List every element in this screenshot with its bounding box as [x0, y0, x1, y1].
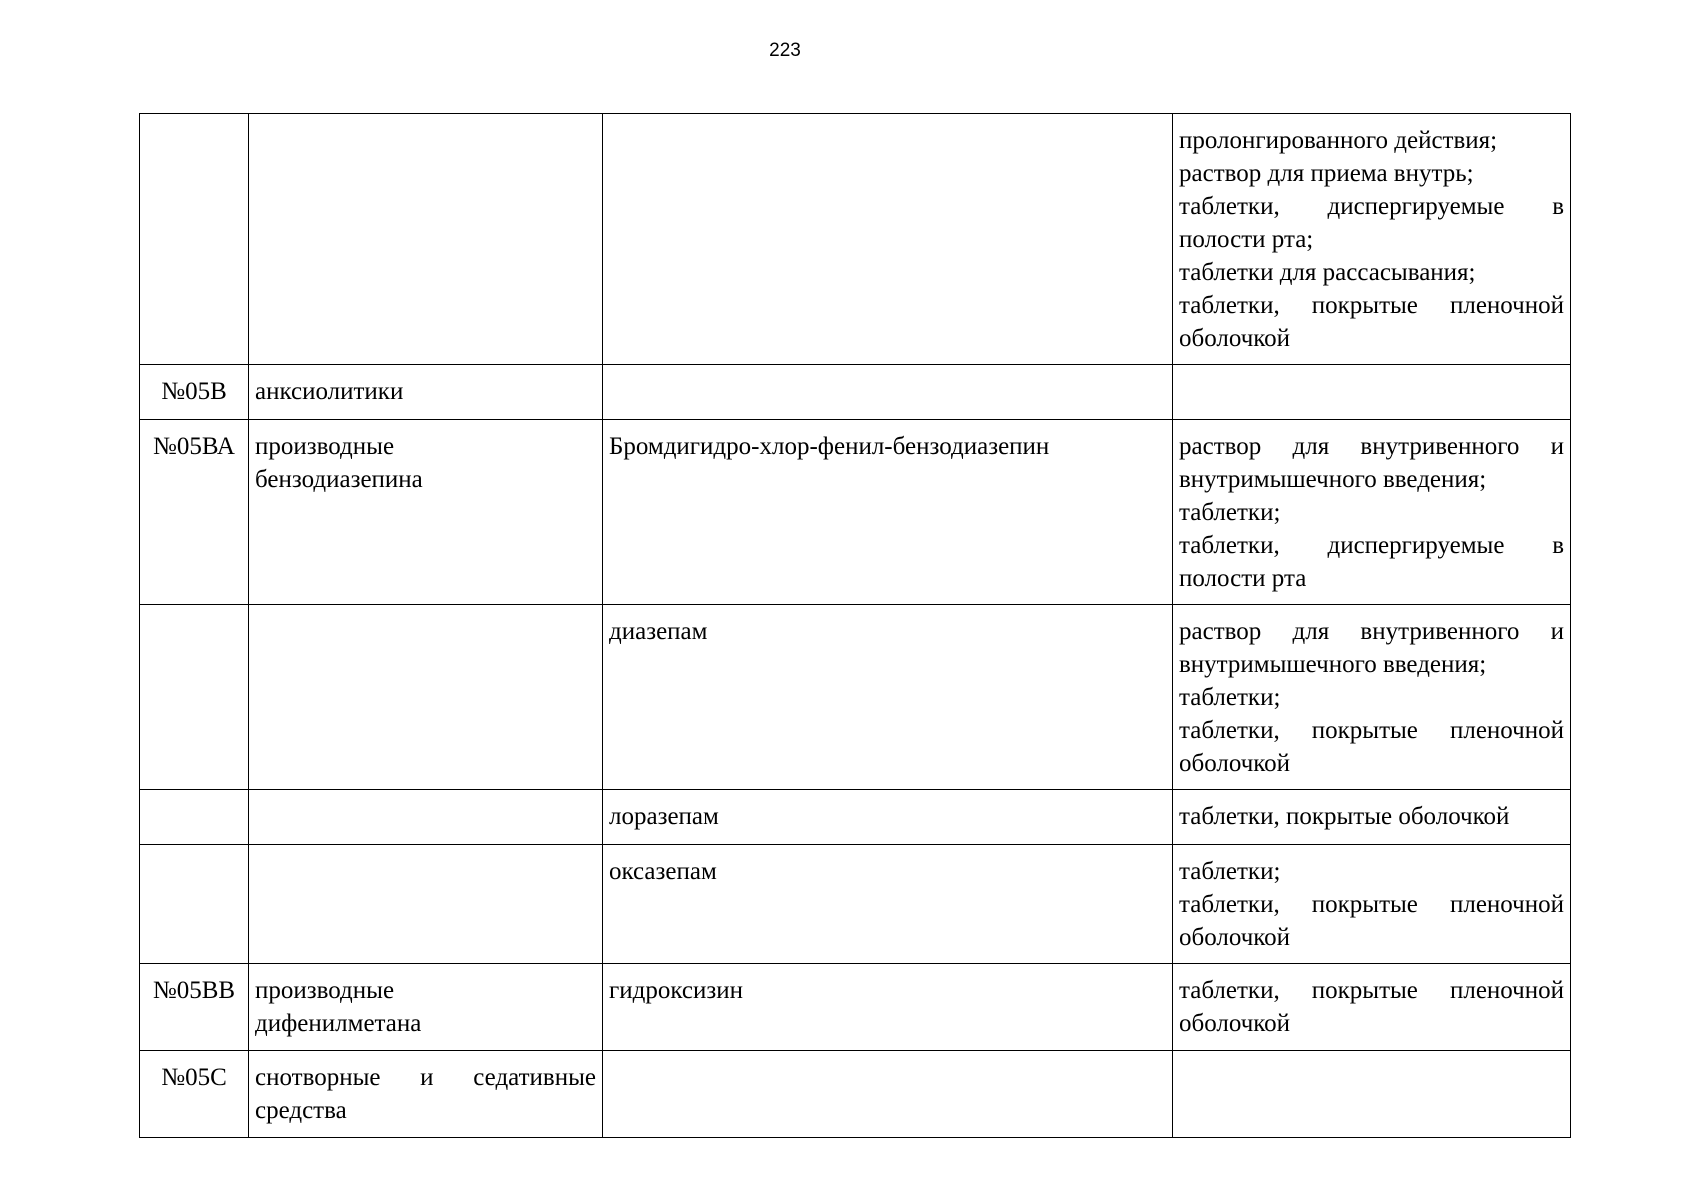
table-row — [140, 1051, 1571, 1138]
substance-cell — [603, 365, 1173, 420]
dosage-form-line: оболочкой — [1179, 924, 1291, 951]
dosage-forms-cell — [1173, 114, 1571, 365]
dosage-form-line: таблетки, покрытые пленочной — [1179, 292, 1564, 319]
dosage-form-line: раствор для внутривенного и — [1179, 618, 1564, 645]
substance-cell: диазепам — [603, 605, 1173, 790]
substance-cell — [603, 114, 1173, 365]
group-cell: анксиолитики — [249, 365, 603, 420]
dosage-form-line: таблетки; — [1179, 684, 1281, 711]
dosage-form-line: таблетки, диспергируемые в — [1179, 532, 1564, 559]
page-number: 223 — [769, 40, 801, 61]
substance-cell: оксазепам — [603, 845, 1173, 964]
table-row — [140, 605, 1571, 790]
dosage-form-line: раствор для приема внутрь; — [1179, 160, 1474, 187]
dosage-forms-cell — [1173, 420, 1571, 605]
dosage-form-line: таблетки; — [1179, 858, 1281, 885]
dosage-forms-cell — [1173, 1051, 1571, 1138]
table-row — [140, 964, 1571, 1051]
dosage-form-line: таблетки, покрытые оболочкой — [1179, 803, 1510, 830]
substance-cell — [603, 1051, 1173, 1138]
dosage-form-line: таблетки для рассасывания; — [1179, 259, 1476, 286]
group-cell — [249, 845, 603, 964]
dosage-form-line: таблетки, диспергируемые в — [1179, 193, 1564, 220]
drug-table — [139, 113, 1571, 1138]
group-cell — [249, 114, 603, 365]
dosage-forms-cell — [1173, 845, 1571, 964]
table-row — [140, 114, 1571, 365]
dosage-form-line: внутримышечного введения; — [1179, 466, 1487, 493]
atc-code-cell: №05С — [140, 1051, 249, 1138]
group-cell — [249, 605, 603, 790]
dosage-form-line: полости рта; — [1179, 226, 1314, 253]
dosage-form-line: оболочкой — [1179, 325, 1291, 352]
dosage-form-line: оболочкой — [1179, 1010, 1291, 1037]
substance-cell: лоразепам — [603, 790, 1173, 845]
dosage-form-line: таблетки, покрытые пленочной — [1179, 977, 1564, 1004]
atc-code-cell: №05ВВ — [140, 964, 249, 1051]
substance-cell: гидроксизин — [603, 964, 1173, 1051]
dosage-form-line: таблетки; — [1179, 499, 1281, 526]
dosage-forms-cell — [1173, 790, 1571, 845]
dosage-forms-cell — [1173, 605, 1571, 790]
atc-code-cell — [140, 114, 249, 365]
substance-cell: Бромдигидро-хлор-фенил-бензодиазепин — [603, 420, 1173, 605]
atc-code-cell — [140, 790, 249, 845]
atc-code-cell: №05ВА — [140, 420, 249, 605]
dosage-form-line: раствор для внутривенного и — [1179, 433, 1564, 460]
dosage-form-line: таблетки, покрытые пленочной — [1179, 717, 1564, 744]
dosage-form-line: полости рта — [1179, 565, 1307, 592]
dosage-forms-cell — [1173, 964, 1571, 1051]
drug-table-body — [140, 114, 1571, 1138]
dosage-form-line: таблетки, покрытые пленочной — [1179, 891, 1564, 918]
group-cell: производные дифенилметана — [249, 964, 603, 1051]
table-row — [140, 365, 1571, 420]
table-row — [140, 790, 1571, 845]
table-row — [140, 420, 1571, 605]
atc-code-cell — [140, 845, 249, 964]
dosage-form-line: пролонгированного действия; — [1179, 127, 1498, 154]
table-row — [140, 845, 1571, 964]
dosage-forms-cell — [1173, 365, 1571, 420]
atc-code-cell — [140, 605, 249, 790]
group-cell: снотворные и седативные средства — [249, 1051, 603, 1138]
group-cell — [249, 790, 603, 845]
dosage-form-line: оболочкой — [1179, 750, 1291, 777]
group-cell: производные бензодиазепина — [249, 420, 603, 605]
atc-code-cell: №05В — [140, 365, 249, 420]
dosage-form-line: внутримышечного введения; — [1179, 651, 1487, 678]
